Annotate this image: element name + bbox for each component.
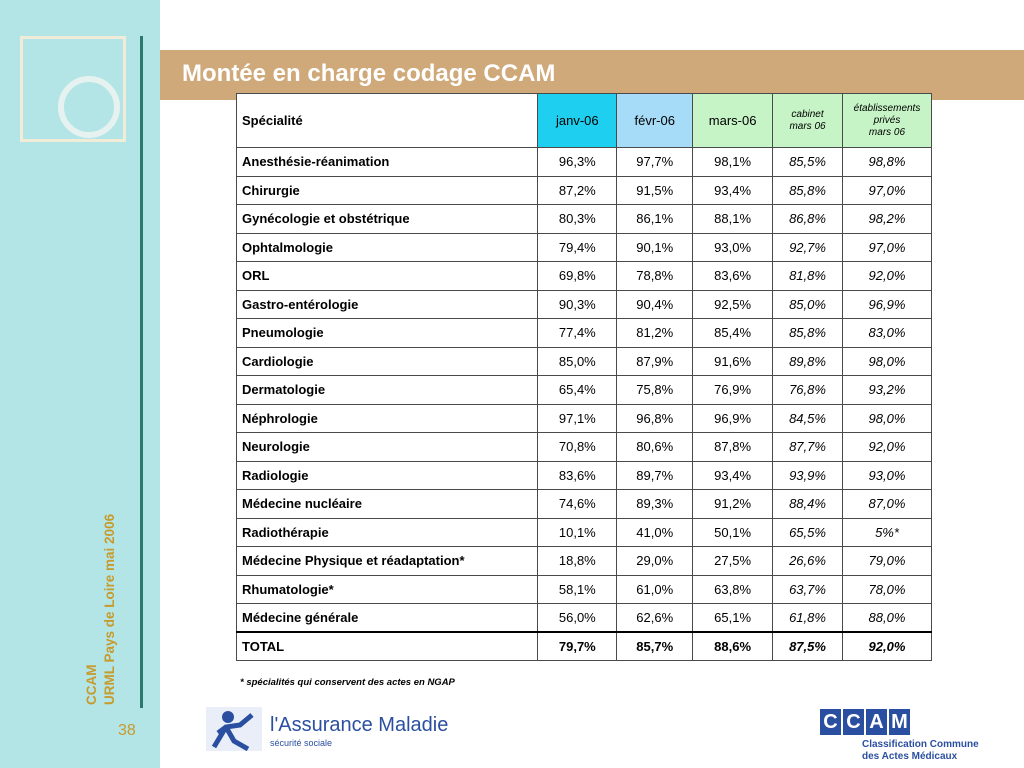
table-row xyxy=(237,604,932,633)
table-row xyxy=(237,547,932,576)
cell-specialite: Chirurgie xyxy=(237,176,538,205)
cell-jan: 87,2% xyxy=(538,176,617,205)
ccam-letter: C xyxy=(843,709,864,735)
cell-mar: 50,1% xyxy=(693,518,773,547)
side-caption-line2: URML Pays de Loire mai 2006 xyxy=(102,513,117,705)
header-etab-l2: privés xyxy=(873,114,901,126)
cell-jan: 10,1% xyxy=(538,518,617,547)
cell-mar: 88,1% xyxy=(693,205,773,234)
table-row xyxy=(237,262,932,291)
cell-jan: 18,8% xyxy=(538,547,617,576)
cell-fev: 75,8% xyxy=(617,376,693,405)
cell-etablissements: 93,0% xyxy=(842,461,931,490)
cell-cabinet: 26,6% xyxy=(773,547,843,576)
cell-mar: 91,6% xyxy=(693,347,773,376)
cell-etablissements: 97,0% xyxy=(842,233,931,262)
cell-cabinet: 81,8% xyxy=(773,262,843,291)
cell-mar: 96,9% xyxy=(693,404,773,433)
cell-etablissements: 5%* xyxy=(842,518,931,547)
cell-cabinet: 85,8% xyxy=(773,176,843,205)
table-header-row xyxy=(237,94,932,148)
cell-mar: 98,1% xyxy=(693,148,773,177)
cell-etablissements: 88,0% xyxy=(842,604,931,633)
cell-mar: 27,5% xyxy=(693,547,773,576)
cell-jan: 83,6% xyxy=(538,461,617,490)
cell-jan: 80,3% xyxy=(538,205,617,234)
cell-fev: 61,0% xyxy=(617,575,693,604)
cell-etablissements: 92,0% xyxy=(842,433,931,462)
cell-fev: 89,3% xyxy=(617,490,693,519)
cell-fev: 87,9% xyxy=(617,347,693,376)
data-table xyxy=(236,93,932,661)
cell-jan: 69,8% xyxy=(538,262,617,291)
ccam-letter: A xyxy=(866,709,887,735)
figure-head-icon xyxy=(222,711,234,723)
cell-jan: 85,0% xyxy=(538,347,617,376)
cell-specialite: Radiologie xyxy=(237,461,538,490)
header-cabinet-l1: cabinet xyxy=(791,108,824,120)
side-caption-line1: CCAM xyxy=(84,664,99,705)
cell-fev: 81,2% xyxy=(617,319,693,348)
cell-cabinet: 76,8% xyxy=(773,376,843,405)
table-row xyxy=(237,518,932,547)
cell-specialite: Ophtalmologie xyxy=(237,233,538,262)
cell-cabinet: 65,5% xyxy=(773,518,843,547)
table-row xyxy=(237,347,932,376)
cell-jan: 97,1% xyxy=(538,404,617,433)
cell-cabinet: 87,7% xyxy=(773,433,843,462)
cell-fev: 96,8% xyxy=(617,404,693,433)
cell-etablissements: 98,0% xyxy=(842,404,931,433)
ccam-letter: C xyxy=(820,709,841,735)
cell-jan: 79,7% xyxy=(538,632,617,661)
cell-specialite: Cardiologie xyxy=(237,347,538,376)
header-etab-l3: mars 06 xyxy=(868,126,906,138)
cell-mar: 87,8% xyxy=(693,433,773,462)
cell-specialite: Médecine Physique et réadaptation* xyxy=(237,547,538,576)
cell-etablissements: 98,8% xyxy=(842,148,931,177)
cell-cabinet: 85,0% xyxy=(773,290,843,319)
cell-cabinet: 88,4% xyxy=(773,490,843,519)
table-row xyxy=(237,205,932,234)
cell-jan: 58,1% xyxy=(538,575,617,604)
cell-fev: 89,7% xyxy=(617,461,693,490)
slide-title: Montée en charge codage CCAM xyxy=(182,60,556,87)
assurance-maladie-wordmark: l'Assurance Maladie xyxy=(270,714,449,736)
table-row xyxy=(237,433,932,462)
cell-cabinet: 85,5% xyxy=(773,148,843,177)
side-caption xyxy=(83,405,119,705)
footnote: * spécialités qui conservent des actes en NGAP xyxy=(240,677,455,688)
cell-specialite: Gastro-entérologie xyxy=(237,290,538,319)
cell-mar: 91,2% xyxy=(693,490,773,519)
cell-jan: 56,0% xyxy=(538,604,617,633)
cell-etablissements: 93,2% xyxy=(842,376,931,405)
table-row xyxy=(237,490,932,519)
cell-mar: 88,6% xyxy=(693,632,773,661)
cell-specialite: Neurologie xyxy=(237,433,538,462)
ccam-letter: M xyxy=(889,709,910,735)
table-body xyxy=(237,148,932,661)
cell-etablissements: 79,0% xyxy=(842,547,931,576)
header-fev: févr-06 xyxy=(617,94,693,148)
ccam-subtitle xyxy=(862,739,979,763)
cell-etablissements: 83,0% xyxy=(842,319,931,348)
table-row xyxy=(237,404,932,433)
cell-mar: 93,0% xyxy=(693,233,773,262)
cell-specialite: ORL xyxy=(237,262,538,291)
table-row xyxy=(237,290,932,319)
cell-fev: 29,0% xyxy=(617,547,693,576)
header-jan: janv-06 xyxy=(538,94,617,148)
cell-mar: 63,8% xyxy=(693,575,773,604)
cell-cabinet: 84,5% xyxy=(773,404,843,433)
table-row xyxy=(237,575,932,604)
cell-cabinet: 86,8% xyxy=(773,205,843,234)
cell-fev: 91,5% xyxy=(617,176,693,205)
table-row xyxy=(237,319,932,348)
cell-cabinet: 92,7% xyxy=(773,233,843,262)
cell-specialite: Rhumatologie* xyxy=(237,575,538,604)
cell-fev: 97,7% xyxy=(617,148,693,177)
cell-specialite: Néphrologie xyxy=(237,404,538,433)
cell-mar: 76,9% xyxy=(693,376,773,405)
cell-fev: 41,0% xyxy=(617,518,693,547)
header-mar: mars-06 xyxy=(693,94,773,148)
cell-fev: 80,6% xyxy=(617,433,693,462)
vertical-rule xyxy=(140,36,143,708)
table-row xyxy=(237,376,932,405)
cell-cabinet: 87,5% xyxy=(773,632,843,661)
cell-mar: 92,5% xyxy=(693,290,773,319)
cell-mar: 85,4% xyxy=(693,319,773,348)
table-row xyxy=(237,148,932,177)
header-cabinet-l2: mars 06 xyxy=(789,120,826,132)
cell-fev: 78,8% xyxy=(617,262,693,291)
cell-etablissements: 92,0% xyxy=(842,262,931,291)
table-row xyxy=(237,176,932,205)
ccam-subtitle-line2: des Actes Médicaux xyxy=(862,751,958,762)
cell-specialite: Pneumologie xyxy=(237,319,538,348)
cell-jan: 96,3% xyxy=(538,148,617,177)
table-row xyxy=(237,461,932,490)
cell-mar: 65,1% xyxy=(693,604,773,633)
cell-etablissements: 92,0% xyxy=(842,632,931,661)
cell-etablissements: 98,2% xyxy=(842,205,931,234)
table-row xyxy=(237,233,932,262)
cell-mar: 93,4% xyxy=(693,176,773,205)
cell-jan: 77,4% xyxy=(538,319,617,348)
header-etablissements xyxy=(842,94,931,148)
cell-cabinet: 63,7% xyxy=(773,575,843,604)
cell-etablissements: 97,0% xyxy=(842,176,931,205)
cell-specialite: Médecine générale xyxy=(237,604,538,633)
cell-cabinet: 93,9% xyxy=(773,461,843,490)
cell-specialite: Médecine nucléaire xyxy=(237,490,538,519)
cell-specialite: TOTAL xyxy=(237,632,538,661)
ccam-logo xyxy=(820,709,910,735)
cell-specialite: Dermatologie xyxy=(237,376,538,405)
cell-specialite: Anesthésie-réanimation xyxy=(237,148,538,177)
ccam-subtitle-line1: Classification Commune xyxy=(862,739,979,750)
cell-cabinet: 89,8% xyxy=(773,347,843,376)
cell-fev: 90,1% xyxy=(617,233,693,262)
cell-specialite: Gynécologie et obstétrique xyxy=(237,205,538,234)
cell-cabinet: 85,8% xyxy=(773,319,843,348)
cell-fev: 90,4% xyxy=(617,290,693,319)
header-cabinet xyxy=(773,94,843,148)
header-etab-l1: établissements xyxy=(853,102,921,114)
header-specialite: Spécialité xyxy=(237,94,538,148)
cell-etablissements: 96,9% xyxy=(842,290,931,319)
cell-jan: 74,6% xyxy=(538,490,617,519)
cell-fev: 86,1% xyxy=(617,205,693,234)
cell-jan: 70,8% xyxy=(538,433,617,462)
cell-specialite: Radiothérapie xyxy=(237,518,538,547)
cell-mar: 83,6% xyxy=(693,262,773,291)
cell-jan: 65,4% xyxy=(538,376,617,405)
cell-fev: 62,6% xyxy=(617,604,693,633)
assurance-maladie-subtitle: sécurité sociale xyxy=(270,738,333,748)
cell-jan: 90,3% xyxy=(538,290,617,319)
cell-mar: 93,4% xyxy=(693,461,773,490)
cell-etablissements: 98,0% xyxy=(842,347,931,376)
cell-jan: 79,4% xyxy=(538,233,617,262)
decorative-circle xyxy=(58,76,120,138)
cell-cabinet: 61,8% xyxy=(773,604,843,633)
cell-etablissements: 87,0% xyxy=(842,490,931,519)
cell-etablissements: 78,0% xyxy=(842,575,931,604)
cell-fev: 85,7% xyxy=(617,632,693,661)
table-total-row xyxy=(237,632,932,661)
page-number: 38 xyxy=(118,722,136,739)
